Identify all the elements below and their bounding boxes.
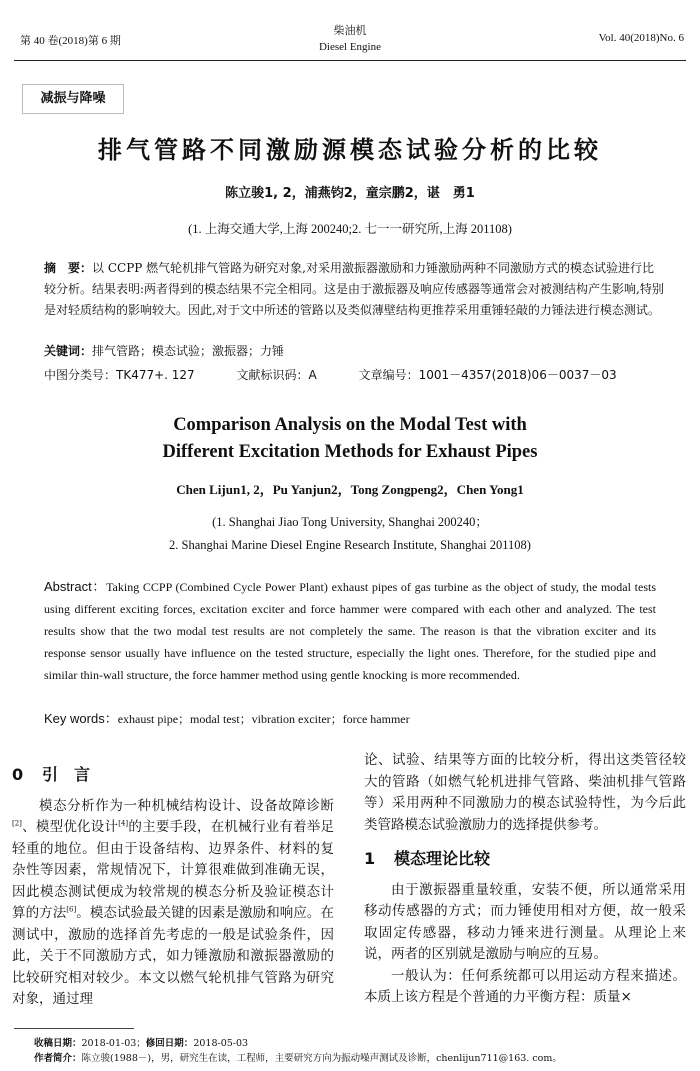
- document-code: 文献标识码：A: [236, 368, 317, 382]
- revised-label: 修回日期：: [145, 1038, 194, 1049]
- affiliation-cn: (1. 上海交通大学,上海 200240;2. 七一一研究所,上海 201108): [188, 222, 512, 236]
- received-label: 收稿日期：: [34, 1038, 82, 1049]
- abstract-en-text: Taking CCPP (Combined Cycle Power Plant) exhaust pipes of gas turbine as the object of study, the modal tests using different exciting forces, excitation exciter and force hammer were compared with each other and analyzed. The test results show that the two modal test results are not completely the same. The reason is that the vibration exciter and its response sensor usually have influence on the tested structure, especially the light ones. Therefore, for the studied pipe and similar thin-wall structure, the force hammer method using gentle knocking is more recommended.: [44, 580, 656, 682]
- title-cn: 排气管路不同激励源模态试验分析的比较: [98, 136, 602, 164]
- section-0-paragraph: [12, 796, 334, 1011]
- journal-issue-en: Vol. 40(2018)No. 6: [598, 32, 684, 44]
- affiliation-en-line1: (1. Shanghai Jiao Tong University, Shanghai 200240；: [212, 515, 488, 529]
- author-bio: 陈立骏(1988－)，男，研究生在读，工程师，主要研究方向为振动噪声测试及诊断，chenlijun711@163. com。: [81, 1053, 562, 1064]
- citation-ref[interactable]: [2]: [12, 819, 22, 828]
- classification-line: [44, 366, 664, 383]
- article-number: 文章编号：1001－4357(2018)06－0037－03: [358, 368, 617, 382]
- section-1-paragraph-1: 由于激振器重量较重，安装不便，所以通常采用移动传感器的方式；而力锤使用相对方便，故一般采取固定传感器，移动力锤来进行测量。从理论上来说，两者的区别就是激励与响应的互易。: [364, 881, 686, 962]
- text-run: 的主要手段，在机械行业有着举足轻重的地位。但由于设备结构、边界条件、材料的复杂性等因素，常规情况下，计算很难做到准确无误，因此模态测试便成为较常规的模态分析及验证模态计算的方法: [12, 819, 335, 921]
- footnote-divider: [14, 1028, 134, 1029]
- author-bio-label: 作者简介：: [34, 1053, 82, 1064]
- journal-issue-cn: 第 40 卷(2018)第 6 期: [20, 35, 121, 47]
- affiliation-en: [0, 511, 700, 557]
- footnote-author: [34, 1050, 562, 1064]
- section-1-heading: [364, 848, 686, 870]
- section-0-paragraph-continued: 论、试验、结果等方面的比较分析，得出这类管径较大的管路（如燃气轮机进排气管路、柴油机排气管路等）采用两种不同激励力的模态试验特性，为今后此类管路模态试验激励力的选择提供参考。: [364, 752, 686, 833]
- title-en: [0, 412, 700, 466]
- keywords-cn-text: 排气管路；模态试验；激振器；力锤: [92, 344, 285, 358]
- authors-en: Chen Lijun1, 2，Pu Yanjun2，Tong Zongpeng2，Chen Yong1: [176, 482, 524, 497]
- header-divider: [14, 60, 686, 61]
- text-run: 。模态试验最关键的因素是激励和响应。在测试中，激励的选择首先考虑的一般是试验条件，因此，关于不同激励方式，如力锤激励和激振器激励的比较研究相对较少。本文以燃气轮机排气管路为研究对象，通过理: [12, 905, 335, 1007]
- abstract-cn-label: 摘 要：: [44, 261, 93, 275]
- body-column-right: [364, 750, 686, 1009]
- abstract-en: [44, 576, 656, 686]
- citation-ref[interactable]: [6]: [66, 905, 77, 914]
- journal-name-en: Diesel Engine: [318, 41, 381, 53]
- section-0-heading: [12, 764, 334, 786]
- journal-name-cn: 柴油机: [333, 24, 367, 37]
- text-run: 、模型优化设计: [21, 819, 119, 835]
- title-en-line2: Different Excitation Methods for Exhaust Pipes: [162, 442, 538, 462]
- abstract-cn-text: 以 CCPP 燃气轮机排气管路为研究对象,对采用激振器激励和力锤激励两种不同激励方式的模态试验进行比较分析。结果表明:两者得到的模态结果不完全相同。这是由于激振器及响应传感器等通常会对被测结构产生影响,特别是对轻质结构的影响较大。因此,对于文中所述的管路以及类似薄壁结构更推荐采用重锤轻敲的力锤法进行模态测试。: [44, 261, 664, 317]
- text-run: 模态分析作为一种机械结构设计、设备故障诊断: [39, 797, 334, 814]
- section-0-title: 引 言: [42, 765, 91, 784]
- journal-name: [0, 22, 700, 56]
- affiliation-en-line2: 2. Shanghai Marine Diesel Engine Research Institute, Shanghai 201108): [169, 538, 531, 552]
- authors-cn: 陈立骏1, 2，浦燕钧2，童宗鹏2，谌 勇1: [225, 186, 475, 201]
- keywords-cn: [44, 342, 284, 359]
- abstract-en-label: Abstract：: [44, 579, 107, 594]
- section-1-paragraph-2: 一般认为：任何系统都可以用运动方程来描述。本质上该方程是个普通的力平衡方程：质量×: [364, 967, 686, 1005]
- revised-date: 2018-05-03: [193, 1038, 249, 1049]
- section-0-number: 0: [12, 765, 24, 784]
- abstract-cn: [44, 258, 664, 321]
- citation-ref[interactable]: [4]: [118, 819, 129, 828]
- clc-number: 中图分类号：TK477+. 127: [44, 368, 195, 382]
- section-1-number: 1: [364, 849, 376, 868]
- body-column-left: [12, 760, 334, 1011]
- section-1-title: 模态理论比较: [394, 849, 491, 868]
- keywords-en-label: Key words：: [44, 711, 118, 726]
- keywords-en-text: exhaust pipe；modal test；vibration exciter；force hammer: [117, 712, 410, 726]
- keywords-cn-label: 关键词：: [44, 344, 93, 358]
- received-date: 2018-01-03；: [81, 1038, 146, 1049]
- footnote-dates: [34, 1035, 248, 1049]
- category-box: 减振与降噪: [22, 84, 124, 114]
- keywords-en: [44, 708, 410, 727]
- title-en-line1: Comparison Analysis on the Modal Test with: [173, 415, 527, 435]
